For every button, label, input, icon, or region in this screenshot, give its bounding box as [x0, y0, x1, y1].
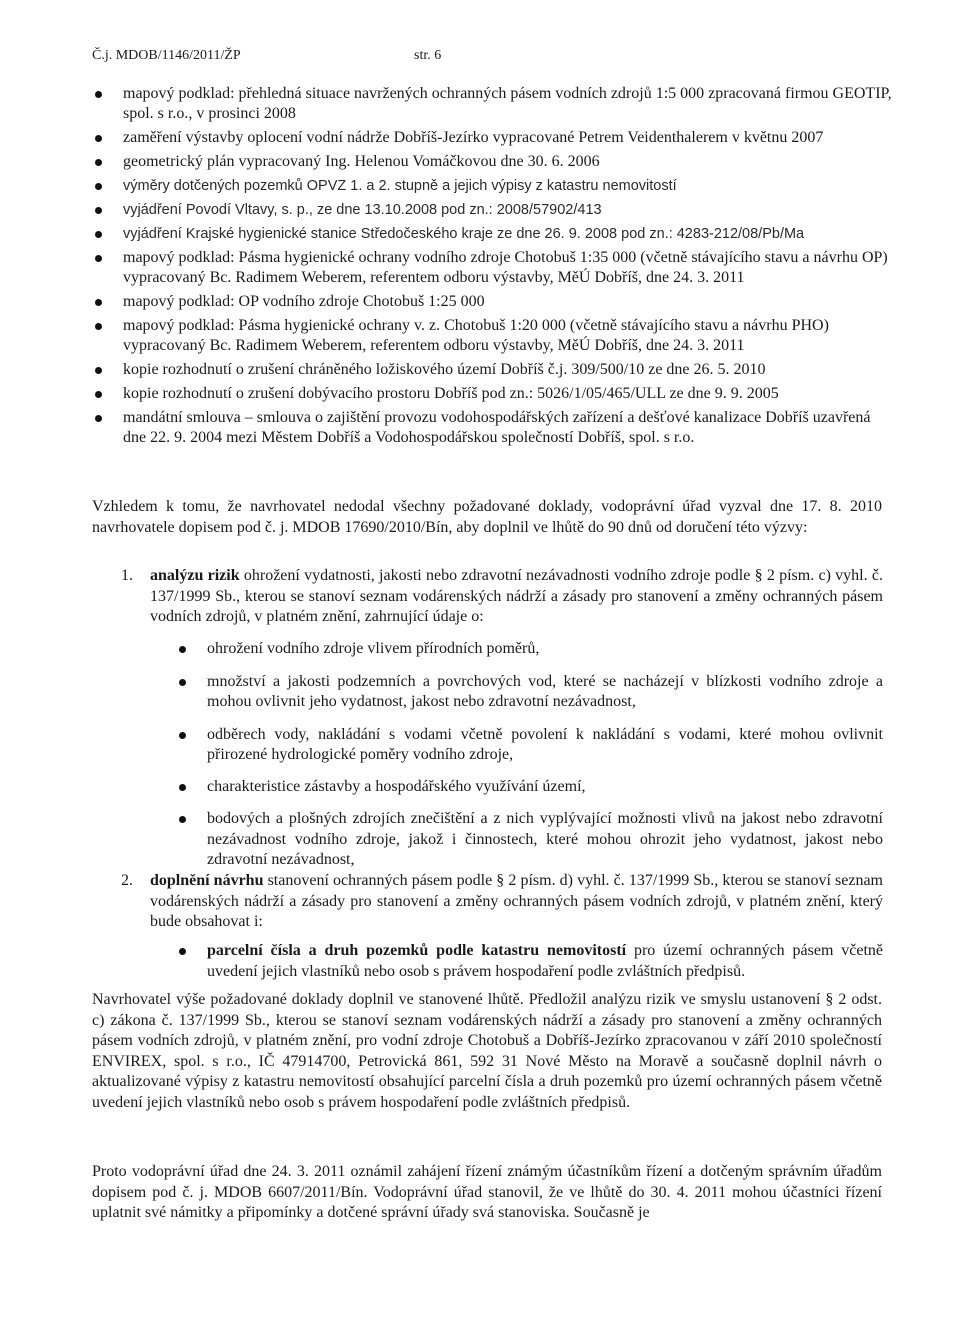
page-number: str. 6 [414, 48, 442, 63]
parcel-sublist [178, 941, 883, 982]
sub-list-item: ohrožení vodního zdroje vlivem přírodních poměrů, [178, 639, 883, 660]
paragraph-proceedings: Proto vodoprávní úřad dne 24. 3. 2011 oznámil zahájení řízení známým účastníkům řízení a dotčeným správním úřadům dopisem pod č. j. MDOB 6607/2011/Bín. Vodoprávní úřad stanovil, že ve lhůtě do 30. 4. 2011 mohou účastníci řízení uplatnit své námitky a připomínky a dotčené správní úřady svá stanoviska. Současně je [92, 1163, 882, 1221]
risk-analysis-sublist [178, 639, 883, 871]
sub-list-item: odběrech vody, nakládání s vodami včetně povolení k nakládání s vodami, které mohou ovlivnit přirozené hydrologické poměry vodního zdroje, [178, 725, 883, 766]
item-number: 2. [121, 872, 133, 889]
sub-list-item: bodových a plošných zdrojích znečištění a z nich vyplývající možnosti vlivů na jakost nebo zdravotní nezávadnost vodního zdroje, jakož i činnostech, které mohou ohrozit jeho vydatnost, jakost nebo zdravotní nezávadnost, [178, 809, 883, 871]
item-text: ohrožení vydatnosti, jakosti nebo zdravotní nezávadnosti vodního zdroje podle § 2 písm. c) vyhl. č. 137/1999 Sb., kterou se stanoví seznam vodárenských nádrží a zásady pro stanovení a změny ochranných pásem vodních zdrojů, v platném znění, zahrnující údaje o: [150, 567, 883, 625]
item-text: stanovení ochranných pásem podle § 2 písm. d) vyhl. č. 137/1999 Sb., kterou se stanoví seznam vodárenských nádrží a zásady pro stanovení a změny ochranných pásem vodních zdrojů, v platném znění, který bude obsahovat i: [150, 872, 884, 930]
attachments-list [92, 84, 892, 452]
list-item: zaměření výstavby oplocení vodní nádrže Dobříš-Jezírko vypracované Petrem Veidenthalerem v květnu 2007 [92, 128, 892, 148]
sub-list-item: množství a jakosti podzemních a povrchových vod, které se nacházejí v blízkosti vodního zdroje a mohou ovlivnit jeho vydatnost, jakost nebo zdravotní nezávadnost, [178, 672, 883, 713]
list-item: mapový podklad: Pásma hygienické ochrany v. z. Chotobuš 1:20 000 (včetně stávajícího stavu a návrhu PHO) vypracovaný Bc. Radimem Weberem, referentem odboru výstavby, MěÚ Dobříš, dne 24. 3. 2011 [92, 316, 892, 356]
sub-item-text: pro území ochranných pásem včetně uvedení jejich vlastníků nebo osob s právem hospodaření podle zvláštních předpisů. [207, 942, 883, 980]
list-item: mandátní smlouva – smlouva o zajištění provozu vodohospodářských zařízení a dešťové kanalizace Dobříš uzavřená dne 22. 9. 2004 mezi Městem Dobříš a Vodohospodářskou společností Dobříš, spol. s r.o. [92, 408, 892, 448]
sub-list-item: charakteristice zástavby a hospodářského využívání území, [178, 777, 883, 798]
numbered-item-1 [121, 566, 883, 628]
numbered-item-2 [121, 871, 883, 933]
list-item: kopie rozhodnutí o zrušení dobývacího prostoru Dobříš pod zn.: 5026/1/05/465/ULL ze dne 9. 9. 2005 [92, 384, 892, 404]
list-item: mapový podklad: Pásma hygienické ochrany vodního zdroje Chotobuš 1:35 000 (včetně stávajícího stavu a návrhu OP) vypracovaný Bc. Radimem Weberem, referentem odboru výstavby, MěÚ Dobříš, dne 24. 3. 2011 [92, 248, 892, 288]
paragraph-submission: Navrhovatel výše požadované doklady doplnil ve stanovené lhůtě. Předložil analýzu rizik ve smyslu ustanovení § 2 odst. c) zákona č. 137/1999 Sb., kterou se stanoví seznam vodárenských nádrží a zásady pro stanovení a změny ochranných pásem vodních zdrojů, v platném znění, pro vodní zdroje Chotobuš a Dobříš-Jezírko zpracovanou v září 2010 společností ENVIREX, spol. s r.o., IČ 47914700, Petrovická 861, 592 31 Nové Město na Moravě a současně doplnil návrh o aktualizované výpisy z katastru nemovitostí obsahující parcelní čísla a druh pozemků pro území ochranných pásem včetně uvedení jejich vlastníků nebo osob s právem hospodaření podle zvláštních předpisů. [92, 991, 882, 1111]
sub-list-item [178, 941, 883, 982]
list-item: vyjádření Krajské hygienické stanice Středočeského kraje ze dne 26. 9. 2008 pod zn.: 4283-212/08/Pb/Ma [92, 224, 892, 244]
item-body [150, 871, 883, 933]
item-number: 1. [121, 567, 133, 584]
item-bold-lead: doplnění návrhu [150, 872, 264, 889]
item-bold-lead: analýzu rizik [150, 567, 240, 584]
item-body [150, 566, 883, 628]
document-reference: Č.j. MDOB/1146/2011/ŽP [92, 48, 241, 63]
list-item: vyjádření Povodí Vltavy, s. p., ze dne 13.10.2008 pod zn.: 2008/57902/413 [92, 200, 892, 220]
list-item: geometrický plán vypracovaný Ing. Helenou Vomáčkovou dne 30. 6. 2006 [92, 152, 892, 172]
list-item: mapový podklad: OP vodního zdroje Chotobuš 1:25 000 [92, 292, 892, 312]
list-item: kopie rozhodnutí o zrušení chráněného ložiskového území Dobříš č.j. 309/500/10 ze dne 26. 5. 2010 [92, 360, 892, 380]
sub-item-bold: parcelní čísla a druh pozemků podle katastru nemovitostí [207, 942, 627, 959]
list-item: mapový podklad: přehledná situace navržených ochranných pásem vodních zdrojů 1:5 000 zpracovaná firmou GEOTIP, spol. s r.o., v prosinci 2008 [92, 84, 892, 124]
page-header [92, 48, 442, 64]
list-item: výměry dotčených pozemků OPVZ 1. a 2. stupně a jejich výpisy z katastru nemovitostí [92, 176, 892, 196]
paragraph-request: Vzhledem k tomu, že navrhovatel nedodal všechny požadované doklady, vodoprávní úřad vyzval dne 17. 8. 2010 navrhovatele dopisem pod č. j. MDOB 17690/2010/Bín, aby doplnil ve lhůtě do 90 dnů od doručení této výzvy: [92, 498, 882, 536]
